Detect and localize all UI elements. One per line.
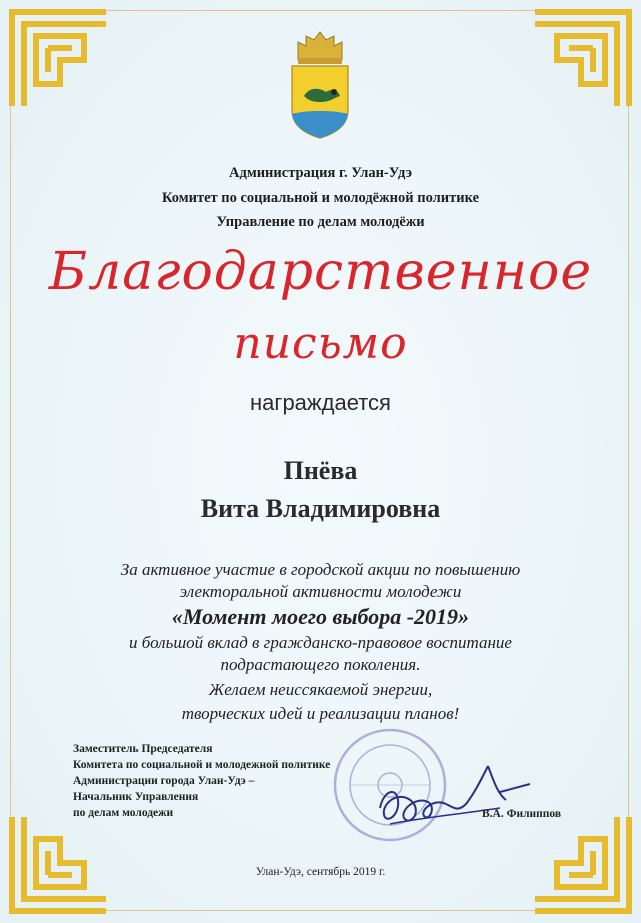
citation-line: и большой вклад в гражданско-правовое воспитание — [129, 633, 512, 652]
citation-line: За активное участие в городской акции по повышению — [120, 560, 521, 579]
recipient-given-names: Вита Владимировна — [200, 494, 441, 523]
signer-title-line: Начальник Управления — [73, 791, 199, 803]
signer-name: В.А. Филиппов — [482, 808, 562, 820]
corner-ornament-icon — [6, 6, 114, 114]
signature-icon — [370, 748, 540, 838]
corner-ornament-icon — [6, 809, 114, 917]
corner-ornament-icon — [527, 809, 635, 917]
signer-title-line: Заместитель Председателя — [73, 743, 213, 755]
org-name-committee: Комитет по социальной и молодёжной политике — [161, 190, 480, 206]
city-coat-of-arms-icon — [286, 30, 354, 142]
citation-action-name: «Момент моего выбора -2019» — [171, 604, 470, 629]
awarded-label: награждается — [250, 390, 391, 415]
signer-title-line: Администрации города Улан-Удэ – — [73, 775, 255, 787]
title-line-1: Благодарственное — [48, 242, 593, 302]
wishes-line: творческих идей и реализации планов! — [181, 704, 460, 723]
citation-line: электоральной активности молодежи — [179, 582, 462, 601]
org-name-department: Управление по делам молодёжи — [216, 214, 425, 230]
signer-title-line: Комитета по социальной и молодежной политике — [73, 759, 331, 771]
recipient-surname: Пнёва — [283, 456, 358, 485]
corner-ornament-icon — [527, 6, 635, 114]
signer-title-line: по делам молодежи — [73, 807, 174, 819]
citation-line: подрастающего поколения. — [220, 655, 421, 674]
wishes-line: Желаем неиссякаемой энергии, — [208, 680, 433, 699]
place-and-date: Улан-Удэ, сентябрь 2019 г. — [255, 866, 386, 878]
title-line-2: письмо — [233, 318, 408, 369]
org-name-administration: Администрация г. Улан-Удэ — [229, 165, 412, 181]
